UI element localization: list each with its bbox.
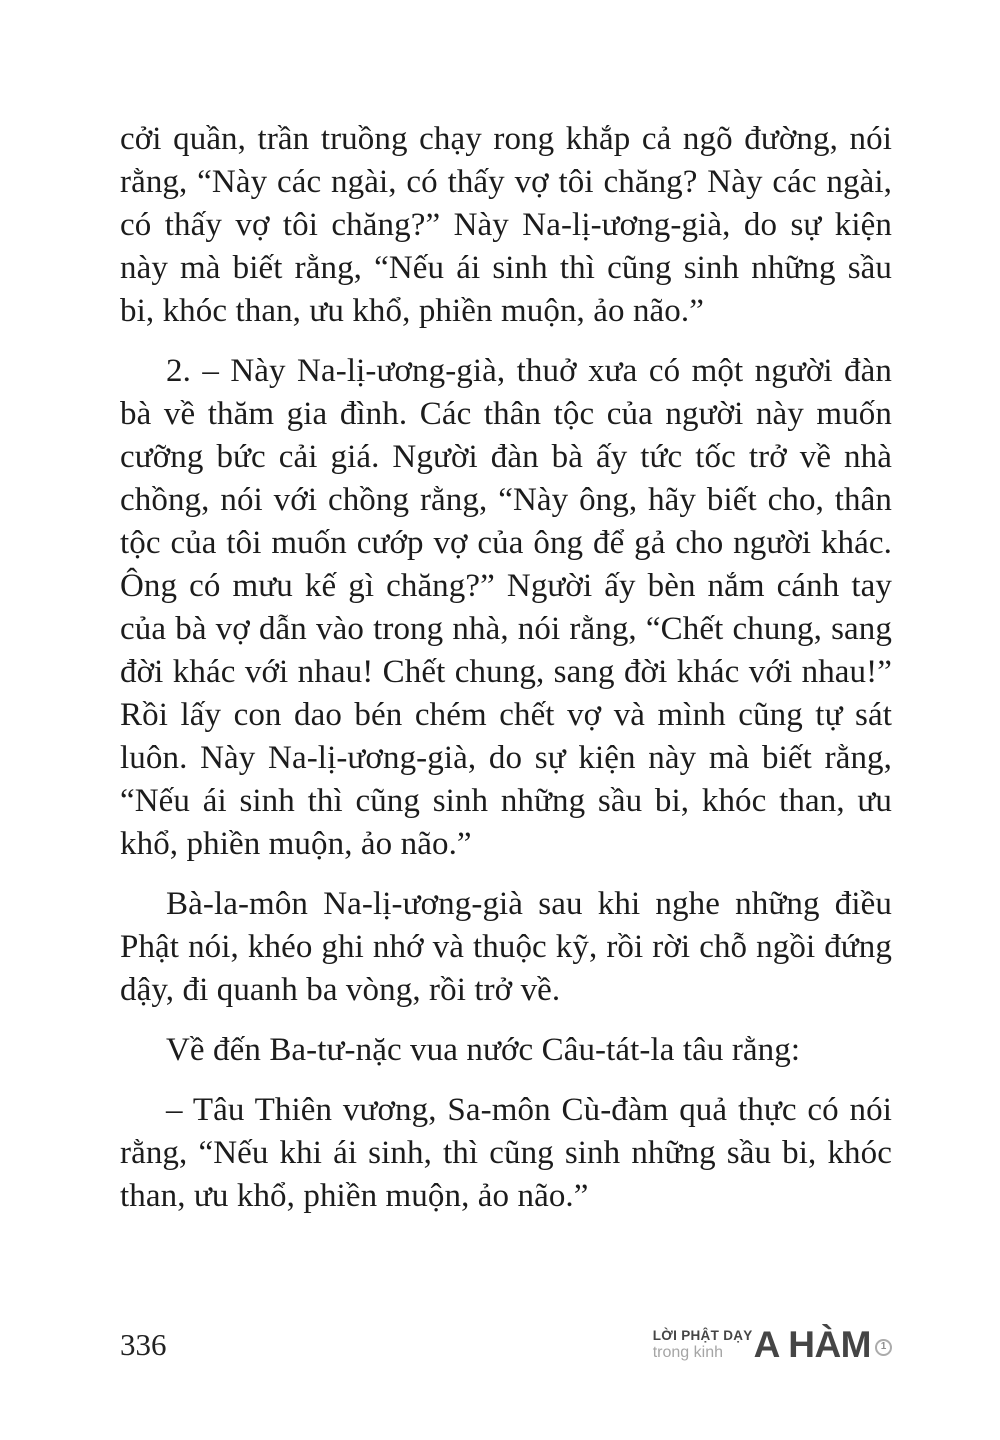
paragraph-return-to-king: Về đến Ba-tư-nặc vua nước Câu-tát-la tâu rằng:: [166, 1032, 801, 1068]
logo-tagline-stack: [653, 1327, 753, 1361]
logo-tagline-bottom: trong kinh: [652, 1343, 723, 1361]
paragraph-continuation: cởi quần, trần truồng chạy rong khắp cả ngõ đường, nói rằng, “Này các ngài, có thấy vợ tôi chăng? Này các ngài, có thấy vợ tôi chăng?” Này Na-lị-ương-già, do sự kiện này mà biết rằng, “Nếu ái sinh thì cũng sinh những sầu bi, khóc than, ưu khổ, phiền muộn, ảo não.”: [120, 121, 892, 329]
page-number: 336: [120, 1326, 167, 1362]
logo-title: A HÀM: [753, 1323, 871, 1365]
logo-tagline-top: LỜI PHẬT DẠY: [652, 1328, 753, 1344]
paragraph-story-2: 2. – Này Na-lị-ương-già, thuở xưa có một người đàn bà về thăm gia đình. Các thân tộc của người này muốn cưỡng bức cải giá. Người đàn bà ấy tức tốc trở về nhà chồng, nói với chồng rằng, “Này ông, hãy biết cho, thân tộc của tôi muốn cướp vợ của ông để gả cho người khác. Ông có mưu kế gì chăng?” Người ấy bèn nắm cánh tay của bà vợ dẫn vào trong nhà, nói rằng, “Chết chung, sang đời khác với nhau! Chết chung, sang đời khác với nhau!” Rồi lấy con dao bén chém chết vợ và mình cũng tự sát luôn. Này Na-lị-ương-già, do sự kiện này mà biết rằng, “Nếu ái sinh thì cũng sinh những sầu bi, khóc than, ưu khổ, phiền muộn, ảo não.”: [120, 353, 892, 862]
page-footer: [120, 1318, 892, 1370]
body-text: [120, 118, 892, 1235]
paragraph-brahmin-departs: Bà-la-môn Na-lị-ương-già sau khi nghe những điều Phật nói, khéo ghi nhớ và thuộc kỹ, rồi rời chỗ ngồi đứng dậy, đi quanh ba vòng, rồi trở về.: [120, 886, 892, 1008]
volume-1-badge-icon: 1: [875, 1339, 892, 1356]
book-logo: [652, 1323, 892, 1365]
paragraph-report-to-king: – Tâu Thiên vương, Sa-môn Cù-đàm quả thực có nói rằng, “Nếu khi ái sinh, thì cũng sinh những sầu bi, khóc than, ưu khổ, phiền muộn, ảo não.”: [120, 1092, 892, 1214]
